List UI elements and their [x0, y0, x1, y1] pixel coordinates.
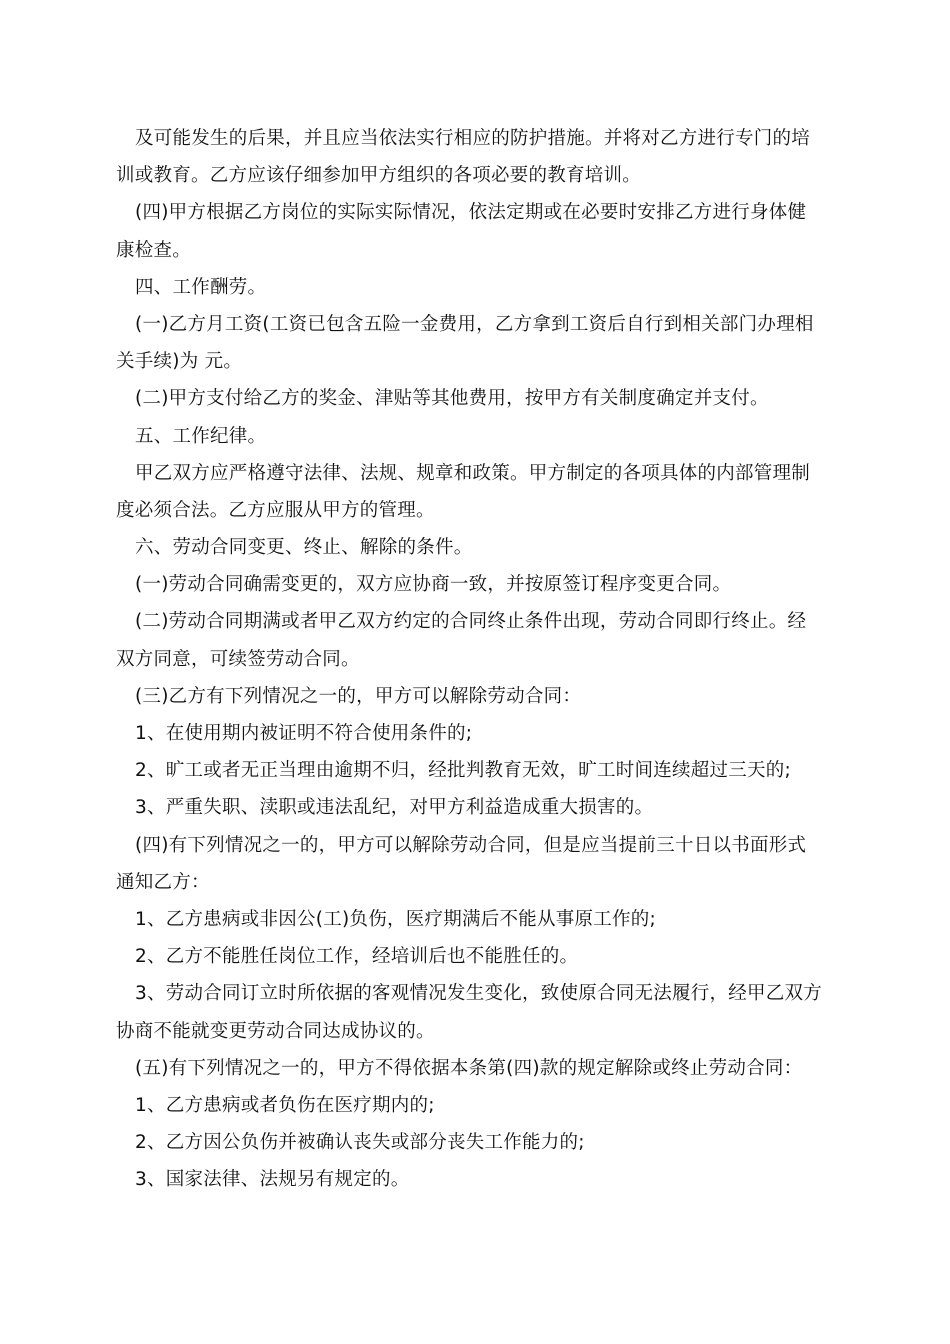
text-line: (一)劳动合同确需变更的，双方应协商一致，并按原签订程序变更合同。 — [135, 574, 732, 596]
list-item: 3、劳动合同订立时所依据的客观情况发生变化，致使原合同无法履行，经甲乙双方 — [135, 983, 823, 1005]
list-item: 3、严重失职、渎职或违法乱纪，对甲方利益造成重大损害的。 — [135, 797, 654, 819]
list-item: 2、乙方不能胜任岗位工作，经培训后也不能胜任的。 — [135, 946, 579, 968]
text-line: 甲乙双方应严格遵守法律、法规、规章和政策。甲方制定的各项具体的内部管理制 — [135, 462, 811, 484]
text-line: 康检查。 — [116, 239, 192, 261]
text-line: 度必须合法。乙方应服从甲方的管理。 — [116, 499, 435, 521]
list-item: 2、乙方因公负伤并被确认丧失或部分丧失工作能力的; — [135, 1132, 585, 1154]
text-line: (一)乙方月工资(工资已包含五险一金费用，乙方拿到工资后自行到相关部门办理相 — [135, 313, 814, 335]
section-heading: 六、劳动合同变更、终止、解除的条件。 — [135, 537, 473, 559]
text-line: 及可能发生的后果，并且应当依法实行相应的防护措施。并将对乙方进行专门的培 — [135, 128, 811, 149]
text-line: 协商不能就变更劳动合同达成协议的。 — [116, 1020, 435, 1042]
text-line: (三)乙方有下列情况之一的，甲方可以解除劳动合同： — [135, 685, 582, 707]
text-line: (二)劳动合同期满或者甲乙双方约定的合同终止条件出现，劳动合同即行终止。经 — [135, 611, 807, 633]
list-item: 1、乙方患病或非因公(工)负伤，医疗期满后不能从事原工作的; — [135, 908, 656, 930]
list-item: 2、旷工或者无正当理由逾期不归，经批判教育无效，旷工时间连续超过三天的; — [135, 760, 792, 782]
list-item: 3、国家法律、法规另有规定的。 — [135, 1169, 410, 1191]
section-heading: 五、工作纪律。 — [135, 425, 267, 447]
text-line: (四)有下列情况之一的，甲方可以解除劳动合同，但是应当提前三十日以书面形式 — [135, 834, 807, 856]
list-item: 1、乙方患病或者负伤在医疗期内的; — [135, 1094, 435, 1116]
text-line: (二)甲方支付给乙方的奖金、津贴等其他费用，按甲方有关制度确定并支付。 — [135, 388, 769, 410]
text-line: (五)有下列情况之一的，甲方不得依据本条第(四)款的规定解除或终止劳动合同： — [135, 1057, 803, 1079]
text-line: 通知乙方： — [116, 871, 210, 893]
text-line: (四)甲方根据乙方岗位的实际实际情况，依法定期或在必要时安排乙方进行身体健 — [135, 202, 807, 224]
text-line: 双方同意，可续签劳动合同。 — [116, 648, 360, 670]
list-item: 1、在使用期内被证明不符合使用条件的; — [135, 723, 473, 744]
text-line: 训或教育。乙方应该仔细参加甲方组织的各项必要的教育培训。 — [116, 165, 642, 187]
text-line: 关手续)为 元。 — [116, 351, 243, 373]
section-heading: 四、工作酬劳。 — [135, 276, 267, 298]
document-body — [116, 120, 838, 1198]
